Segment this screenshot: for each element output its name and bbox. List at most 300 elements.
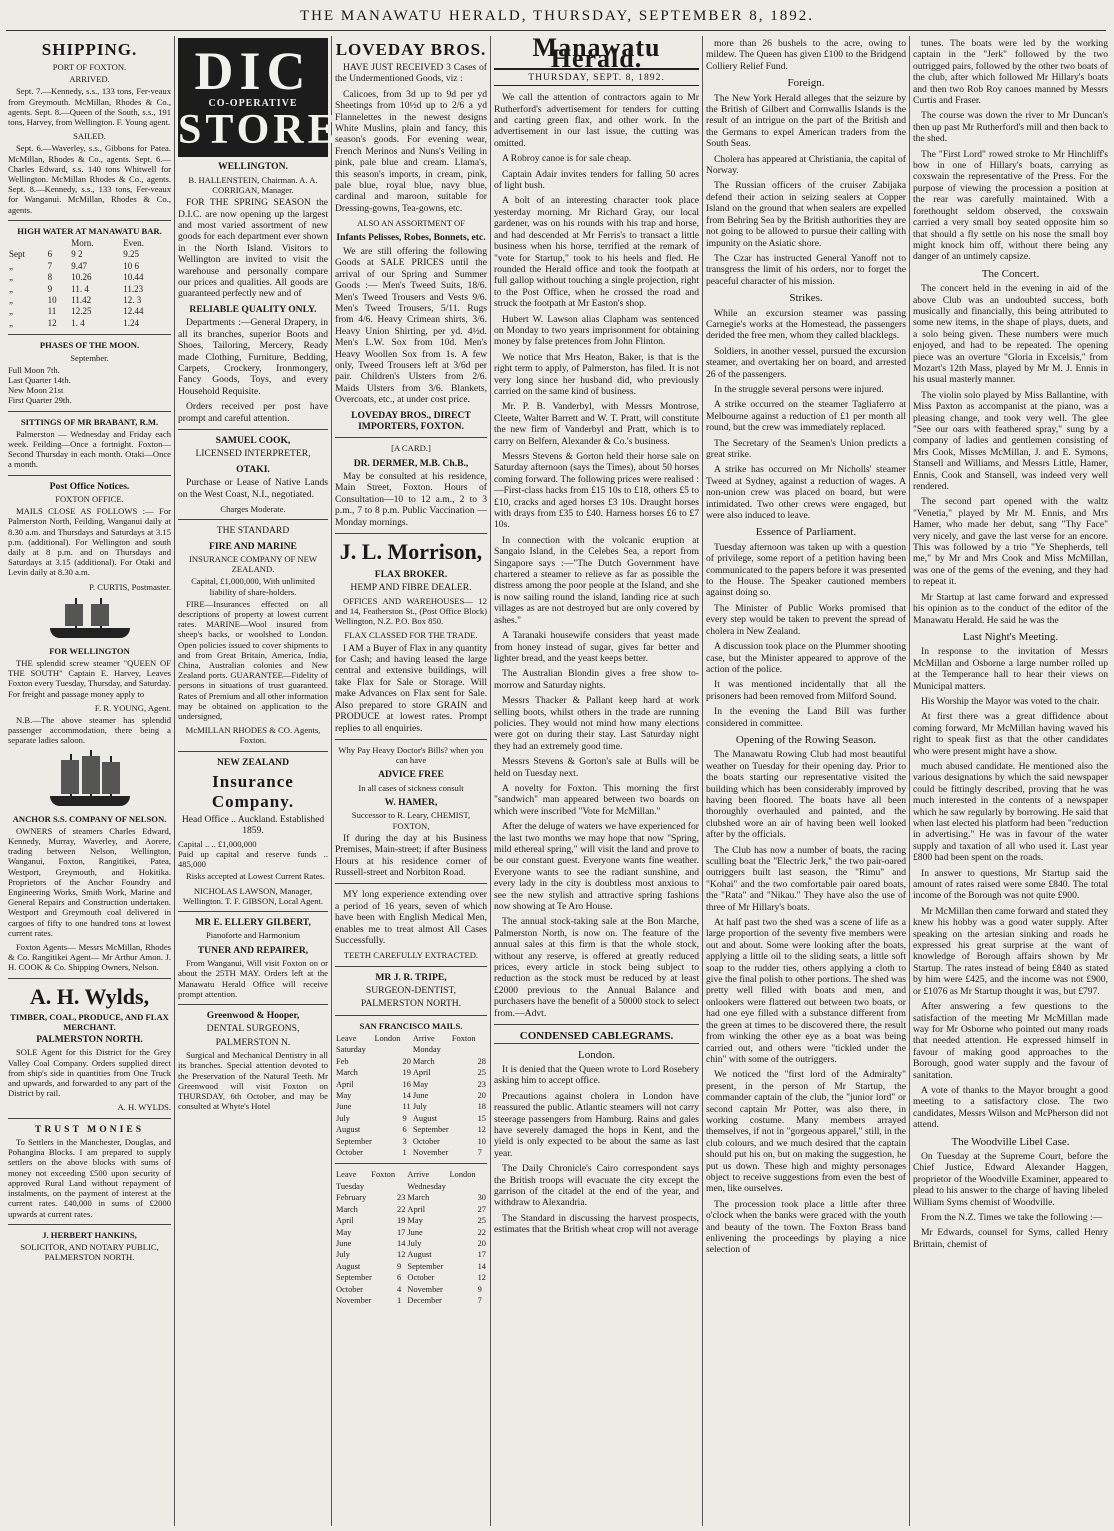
dic-logo-mid: CO-OPERATIVE bbox=[208, 98, 298, 109]
editorial-date: THURSDAY, SEPT. 8, 1892. bbox=[494, 68, 699, 86]
arrived-text: Sept. 7.—Kennedy, s.s., 133 tons, Fer-veaux from Greymouth. McMillan, Rhodes & Co., agents. Sept. 8.—Queen of the South, s.s., 191 tons, Harvey, from Wellington. F. Young agent. bbox=[8, 86, 171, 128]
table-row bbox=[335, 1295, 487, 1306]
table-row bbox=[335, 1272, 487, 1283]
table-cell: June bbox=[407, 1227, 423, 1237]
tripe-title: MR J. R. TRIPE, bbox=[375, 971, 447, 983]
news-paragraph: Hubert W. Lawson alias Clapham was sentenced on Monday to two years imprisonment for obtaining money by false pretences from John Flinton. bbox=[494, 313, 699, 348]
table-cell: 1. 4 bbox=[71, 317, 85, 328]
table-cell: August bbox=[407, 1250, 432, 1260]
table-cell: 25 bbox=[477, 1068, 486, 1078]
news-paragraph: The Manawatu Rowing Club had most beautiful weather on Tuesday for their opening day. Prior to the boats starting our representative visited the building which has been considerably improved by having been floored. The boats have all been thoroughly overhauled and painted, and the clubshed wore an air of having been well looked after by the officials. bbox=[706, 749, 906, 841]
table-row bbox=[335, 1136, 487, 1147]
news-paragraph: Cholera has appeared at Christiania, the capital of Norway. bbox=[706, 153, 906, 177]
table-cell: 6 bbox=[402, 1125, 407, 1135]
table-cell: „ bbox=[9, 260, 13, 271]
nz-insurance-paid: Paid up capital and reserve funds .. 485,000 bbox=[178, 849, 328, 870]
for-wellington-note: N.B.—The above steamer has splendid passenger accommodation, there being a separate ladies saloon. bbox=[8, 714, 171, 746]
dic-logo bbox=[178, 38, 367, 157]
table-cell: 20 bbox=[402, 1056, 411, 1066]
morrison-flax: FLAX CLASSED FOR THE TRADE. bbox=[344, 630, 478, 641]
news-paragraph: We call the attention of contractors again to Mr Rutherford's advertisement for tenders for cutting and carting green flax, and other work. In the advertisement in our last issue, the cutting was omitted. bbox=[494, 92, 699, 149]
cook-place: OTAKI. bbox=[236, 463, 270, 475]
gilbert-title: MR E. ELLERY GILBERT, bbox=[195, 917, 311, 929]
column-1 bbox=[8, 36, 171, 1526]
loveday-sign: LOVEDAY BROS., DIRECT IMPORTERS, FOXTON. bbox=[351, 409, 471, 432]
port-name: PORT OF FOXTON. bbox=[52, 62, 127, 72]
table-cell: May bbox=[336, 1091, 352, 1101]
table-cell: August bbox=[336, 1261, 361, 1271]
hamer-sub: Successor to R. Leary, CHEMIST, FOXTON, bbox=[351, 810, 471, 831]
greenwood-hooper-place: PALMERSTON N. bbox=[215, 1036, 291, 1048]
column-5 bbox=[706, 36, 906, 1526]
table-row bbox=[8, 284, 171, 295]
sf-mails-table-2 bbox=[335, 1169, 487, 1306]
table-cell: May bbox=[407, 1216, 423, 1226]
wylds-trades: TIMBER, COAL, PRODUCE, AND FLAX MERCHANT. bbox=[10, 1011, 169, 1032]
moon-month: September. bbox=[70, 352, 109, 363]
news-paragraph: The Czar has instructed General Yanoff not to transgress the limit of his orders, nor to forget the peaceful character of his mission. bbox=[706, 252, 906, 287]
news-paragraph: We notice that Mrs Heaton, Baker, is that is the right term to apply, of Palmerston, has filed. It is not very long since her husband did, who previously carried on the same kind of business. bbox=[494, 351, 699, 397]
table-cell: April bbox=[412, 1068, 431, 1078]
table-cell: March bbox=[336, 1068, 358, 1078]
gilbert-sub: Pianoforte and Harmonium bbox=[205, 930, 301, 941]
table-cell: August bbox=[336, 1125, 361, 1135]
table-cell: 30 bbox=[477, 1193, 486, 1203]
standard-text: FIRE—Insurances effected on all descriptions of property at lowest current rates. MARINE—Wool insured from sheep's backs, or woolshed to London. Open policies issued to cover shipments to and from Great Britain, America, India, China, Australian colonies and New Zealand ports. GUARANTEE—Fidelity of persons in situations of trust guaranteed. Rates of Premium and all other information may be obtained on application to the undersigned, bbox=[178, 598, 328, 722]
table-cell: March bbox=[412, 1056, 435, 1066]
hamer-text: If during the day at his Business Premises, Main-street; if after Business Hours at his residence corner of Russell-street and Norbiton Road. bbox=[335, 832, 487, 878]
table-cell: 9 bbox=[397, 1261, 402, 1271]
sailed-label: SAILED. bbox=[73, 131, 106, 142]
table-cell: 6 bbox=[47, 249, 53, 260]
news-paragraph: tunes. The boats were led by the working captain in the "Jerk" followed by the two outrigged pairs, followed by the other two boats of the club, after which followed Mr Hillary's boats and then two Rob Roy canoes manned by Messrs Curtis and Fraser. bbox=[913, 38, 1108, 107]
table-cell: 17 bbox=[397, 1227, 406, 1237]
morrison-text: OFFICES AND WAREHOUSES— 12 and 14, Featherston St., (Post Office Block) Wellington, N.Z. P.O. Box 850. bbox=[335, 595, 487, 627]
hamer-advice: ADVICE FREE bbox=[378, 769, 444, 781]
standard-sub: INSURANCE COMPANY OF NEW ZEALAND. bbox=[188, 553, 318, 575]
table-cell: 11. 4 bbox=[71, 283, 89, 294]
cook-charges: Charges Moderate. bbox=[220, 503, 286, 514]
table-cell: November bbox=[412, 1148, 449, 1158]
news-paragraph: Messrs Thacker & Pallant keep hard at work selling boots, whilst others in the trade are running policies. They would not mind how many elections were got on during their stay. Last Saturday night they had an extremely good time. bbox=[494, 695, 699, 752]
loveday-also: ALSO AN ASSORTMENT OF bbox=[357, 218, 465, 229]
anchor-text: OWNERS of steamers Charles Edward, Kennedy, Murray, Waverley, and Aorere, trading between Nelson, Wellington, Wanganui, Foxton, Rangitikei, Patea, Westport, Greymouth, and Hokitika. Proprietors of the Anchor Foundry and Engineering Works, Smith Work, Marine and General Repairs and Construction undertaken. Westport and Greymouth coal delivered in cargoes of fifty to one hundred tons at lowest current rates. bbox=[8, 825, 171, 938]
table-cell: 11.42 bbox=[71, 295, 92, 306]
greenwood-hooper-sub: DENTAL SURGEONS, bbox=[206, 1023, 300, 1035]
foreign-title: Foreign. bbox=[787, 77, 825, 90]
table-cell: 9 bbox=[477, 1284, 482, 1294]
hamer-cases: In all cases of sickness consult bbox=[358, 782, 464, 793]
dic-text: FOR THE SPRING SEASON the D.I.C. are now opening up the largest and most varied assortment of new goods for each department ever shown in the North Island. Visitors to Wellington are invited to visit the warehouse and personally compare our prices and qualities. All goods are guaranteed perfectly new and of bbox=[178, 197, 328, 300]
table-cell: 28 bbox=[477, 1056, 486, 1066]
loveday-infants: Infants Pelisses, Robes, Bonnets, etc. bbox=[336, 232, 486, 244]
news-paragraph: A bolt of an interesting character took place yesterday morning. Mr Richard Gray, our local gardener, was on his rounds with his trap and horse, and had descended at Mr Ferris's to transact a little business when his horse, terrified at the remark of "vote for Startup," took to his heels and fled. He rounded the Herald office and took the footpath at full gallop without touching a single projection, right to the Post Office, when he crossed the road and struck the footpath at Mr Easton's shop. bbox=[494, 195, 699, 310]
morrison-title: J. L. Morrison, bbox=[339, 539, 483, 565]
tripe-sub: SURGEON-DENTIST, bbox=[365, 985, 457, 996]
table-row bbox=[335, 1215, 487, 1226]
table-row bbox=[335, 1227, 487, 1238]
news-paragraph: The Club has now a number of boats, the racing sculling boat the "Electric Jerk," the two pair-oared outriggers built last season, the "Rimu" and "Kohai" and the two comfortable pair oared boats, the "Rata" and "Nikau." They have also the use of three of Mr Hillary's boats. bbox=[706, 844, 906, 913]
cablegrams-london: London. bbox=[578, 1048, 615, 1061]
news-paragraph: On Tuesday at the Supreme Court, before the Chief Justice, Edward Alexander Haggen, proprietor of the Woodville Examiner, appeared to plead to his answer to the charge of having libeled William Syms chemist of Woodville. bbox=[913, 1150, 1108, 1208]
editorial-title: Manawatu Herald. bbox=[532, 33, 661, 74]
table-cell: „ bbox=[9, 317, 13, 328]
table-header: Leave Foxton Tuesday bbox=[336, 1170, 396, 1191]
news-paragraph: From the N.Z. Times we take the following :— bbox=[921, 1212, 1103, 1223]
post-office-title: Post Office Notices. bbox=[49, 480, 130, 492]
table-row bbox=[335, 1079, 487, 1090]
table-cell: July bbox=[336, 1250, 350, 1260]
column-6 bbox=[913, 36, 1108, 1526]
meeting-title: Last Night's Meeting. bbox=[962, 630, 1059, 643]
dermer-title: DR. DERMER, M.B. Ch.B., bbox=[353, 457, 469, 469]
rm-title: SITTINGS OF MR BRABANT, R.M. bbox=[20, 416, 159, 427]
table-cell: October bbox=[412, 1136, 440, 1146]
card-label: [A CARD.] bbox=[391, 443, 431, 454]
loveday-text-2: We are still offering the following Goods at SALE PRICES until the arrival of our Spring and Summer Goods :— Men's Tweed Suits, 18/6. Men's Tweed Trousers and Vests 9/6. Men's Tweed Trousers, 5/11. Rugs from 4/6. Heavy Crimean shirts, 3/6. Heavy Union Shirting, per yd. 4½d. Men's L.W. Sox from 10d. Men's Heavy Woollen Sox from 1s. A few only, Tweed Trousers left at 3/6d per pair. Children's Ulsters from 2/6. Maids Ulsters from 3/6. Blankets, Overcoats, etc., at under cost price. bbox=[335, 245, 487, 406]
table-header bbox=[477, 1033, 487, 1056]
cook-text: Purchase or Lease of Native Lands on the West Coast, N.I., negotiated. bbox=[178, 477, 328, 500]
news-paragraph: A Robroy canoe is for sale cheap. bbox=[502, 153, 632, 165]
table-cell: April bbox=[336, 1216, 354, 1226]
table-cell: 11.23 bbox=[123, 283, 144, 294]
wylds-text: SOLE Agent for this District for the Grey Valley Coal Company. Orders supplied direct from ship's side in quantities from One Truck and upwards, and forwarded to any part of the District by rail. bbox=[8, 1047, 171, 1099]
nz-insurance-sign: NICHOLAS LAWSON, Manager, Wellington. T. F. GIBSON, Local Agent. bbox=[182, 885, 324, 906]
news-paragraph: A strike has occurred on Mr Nicholls' steamer Tweed at Sydney, against a reduction of wages. A non-union crew was placed on board, but were intimidated. Two other crews were engaged, but were also induced to leave. bbox=[706, 464, 906, 522]
news-paragraph: Mr McMillan then came forward and stated they knew his hobby was a good water supply. After speaking on the artesian sinking and roads he expressed his great surprise at the want of knowledge of Borough affairs shown by Mr Startup. The rates instead of being £840 as stated by him were £425, and the income was not £900, or £1076 as Mr Startup thought it was, but £797. bbox=[913, 905, 1108, 997]
news-paragraph: In response to the invitation of Messrs McMillan and Osborne a large number rolled up at the Temperance hall to hear their views on Municipal matters. bbox=[913, 646, 1108, 692]
news-paragraph: We noticed the "first lord of the Admiralty" present, in the person of Mr Startup, the commander captain of the club, the "junior lord" or second captain Mr Potter, was also there, in working costume. Many members arrayed themselves, if not in "gorgeous apparel," still, in the club colours, and we much desired that the captain should put his on, but on making the suggestion, he put us down. These high and mighty personages object to receive suggestions from even the best of men, like ourselves. bbox=[706, 1069, 906, 1195]
nz-insurance-title: NEW ZEALAND bbox=[216, 756, 290, 768]
standard-name: FIRE AND MARINE bbox=[209, 540, 297, 552]
table-cell: 16 bbox=[402, 1079, 411, 1089]
table-cell: 3 bbox=[402, 1136, 407, 1146]
table-header bbox=[47, 238, 71, 249]
dermer-text: May be consulted at his residence, Main Street, Foxton. Hours of Consultation—10 to 12 a.m., 2 to 3 p.m., 7 to 8 p.m. Public Vaccination — Monday mornings. bbox=[335, 471, 487, 528]
table-row bbox=[335, 1238, 487, 1249]
table-row bbox=[335, 1067, 487, 1078]
table-cell: August bbox=[412, 1113, 438, 1123]
table-cell: September bbox=[407, 1261, 444, 1271]
table-cell: 14 bbox=[397, 1238, 406, 1248]
table-row bbox=[8, 306, 171, 317]
masthead: THE MANAWATU HERALD, THURSDAY, SEPTEMBER 8, 1892. bbox=[299, 8, 815, 24]
news-paragraph: more than 26 bushels to the acre, owing to mildew. The Queen has given £100 to the Bridgend Colliery Relief Fund. bbox=[706, 38, 906, 72]
table-row bbox=[335, 1284, 487, 1295]
table-cell: October bbox=[407, 1273, 435, 1283]
table-row bbox=[335, 1249, 487, 1260]
news-paragraph: A Taranaki housewife considers that yeast made from honey instead of sugar, gives far better and lighter bread, and the yeast keeps better. bbox=[494, 630, 699, 664]
news-paragraph: The Russian officers of the cruiser Zabijaka defend their action in seizing sealers at Copper Island on the ground that when sealers are expelled from Behring Sea by the British authorities they are not going to be allowed to pursue their calling with impunity on the Asiatic shore. bbox=[706, 180, 906, 249]
ship-icon bbox=[45, 596, 135, 642]
table-row bbox=[8, 249, 171, 260]
table-cell: 12 bbox=[397, 1250, 406, 1260]
table-cell: 12.44 bbox=[123, 306, 144, 317]
table-header: Even. bbox=[123, 238, 144, 249]
table-cell: 10.44 bbox=[123, 272, 144, 283]
for-wellington-text: THE splendid screw steamer "QUEEN OF THE SOUTH" Captain E. Harvey, Leaves Foxton every Tuesday, Thursday, and Saturday. For freight and passage money apply to bbox=[8, 657, 171, 699]
wylds-title: A. H. Wylds, bbox=[29, 983, 150, 1009]
table-cell: February bbox=[336, 1193, 367, 1203]
table-header bbox=[8, 238, 47, 249]
news-paragraph: At first there was a great diffidence about coming forward, Mr McMillan having waved his right to speak first as that the other candidates who were present might have a show. bbox=[913, 711, 1108, 757]
news-paragraph: Mr Startup at last came forward and expressed his opinion as to the conduct of the editor of the Manawatu Herald. He said he was the bbox=[913, 591, 1108, 626]
table-header bbox=[477, 1169, 487, 1192]
table-row bbox=[335, 1192, 487, 1203]
table-cell: 7 bbox=[477, 1295, 482, 1305]
table-row bbox=[335, 1261, 487, 1272]
table-cell: April bbox=[407, 1204, 426, 1214]
news-paragraph: A novelty for Foxton. This morning the first "sandwich" man appeared between two boards on which were inscribed "Vote for McMillan." bbox=[494, 782, 699, 817]
table-cell: 1 bbox=[402, 1148, 407, 1158]
table-cell: October bbox=[336, 1148, 363, 1158]
news-paragraph: His Worship the Mayor was voted to the chair. bbox=[921, 695, 1100, 707]
nz-insurance-office: Head Office .. Auckland. Established 1859. bbox=[181, 814, 325, 837]
news-paragraph: The Daily Chronicle's Cairo correspondent says the British troops will evacuate the city except the garrison of the citadel at the end of the year, and withdraw to Alexandria. bbox=[494, 1163, 699, 1209]
table-row bbox=[8, 261, 171, 272]
tide-title: HIGH WATER AT MANAWATU BAR. bbox=[17, 225, 162, 236]
table-row bbox=[335, 1056, 487, 1067]
morrison-trade: HEMP AND FIBRE DEALER. bbox=[350, 582, 472, 594]
sf-mails-table-1 bbox=[335, 1033, 487, 1158]
news-paragraph: The Australian Blondin gives a free show to-morrow and Saturday nights. bbox=[494, 668, 699, 691]
dic-logo-top: DIC bbox=[194, 41, 312, 101]
table-cell: 17 bbox=[477, 1250, 486, 1260]
table-cell: 10 bbox=[47, 295, 57, 306]
table-cell: March bbox=[407, 1193, 430, 1203]
table-cell: March bbox=[336, 1204, 358, 1214]
wylds-sign: A. H. WYLDS. bbox=[117, 1102, 171, 1113]
news-paragraph: The Standard in discussing the harvest prospects, estimates that the British wheat crop will not average bbox=[494, 1212, 699, 1236]
arrived-label: ARRIVED. bbox=[69, 74, 110, 85]
table-header: Morn. bbox=[71, 238, 94, 249]
table-header bbox=[402, 1033, 412, 1056]
table-row bbox=[8, 318, 171, 329]
news-paragraph: The New York Herald alleges that the seizure by the British of Gilbert and Cornwallis Islands is the result of an intrigue on the part of the British and the Germans to expel American traders from the South Seas. bbox=[706, 92, 906, 150]
tripe-place: PALMERSTON NORTH. bbox=[360, 998, 462, 1010]
table-cell: November bbox=[336, 1295, 372, 1305]
hankins-sub: SOLICITOR, AND NOTARY PUBLIC, PALMERSTON NORTH. bbox=[20, 1241, 159, 1263]
table-cell: June bbox=[412, 1091, 429, 1101]
table-cell: 7 bbox=[477, 1148, 482, 1158]
table-cell: 14 bbox=[402, 1091, 411, 1101]
table-row bbox=[335, 1101, 487, 1112]
table-cell: 6 bbox=[397, 1273, 402, 1283]
moon-line: New Moon 21st bbox=[8, 385, 64, 396]
table-row bbox=[335, 1204, 487, 1215]
table-cell: 7 bbox=[47, 260, 53, 271]
table-cell: 9.47 bbox=[71, 260, 87, 271]
parliament-title: Essence of Parliament. bbox=[755, 526, 857, 539]
table-cell: 14 bbox=[477, 1261, 486, 1271]
table-cell: 19 bbox=[397, 1216, 406, 1226]
column-divider bbox=[331, 36, 332, 1526]
table-cell: 23 bbox=[477, 1079, 486, 1089]
table-cell: 1.24 bbox=[123, 317, 139, 328]
dic-city: WELLINGTON. bbox=[218, 161, 288, 173]
table-row bbox=[335, 1033, 487, 1056]
table-cell: 23 bbox=[397, 1193, 406, 1203]
column-divider bbox=[909, 36, 910, 1526]
table-cell: June bbox=[336, 1102, 352, 1112]
dic-officers: B. HALLENSTEIN, Chairman. A. A. CORRIGAN, Manager. bbox=[188, 174, 318, 196]
masthead-rule bbox=[6, 30, 1106, 31]
anchor-agents: Foxton Agents— Messrs McMillan, Rhodes & Co. Rangitikei Agent— Mr Arthur Amon. J. H. COOK & Co. Shipping Owners, Nelson. bbox=[8, 942, 171, 973]
cablegrams-title: CONDENSED CABLEGRAMS. bbox=[494, 1031, 699, 1043]
teeth-caption: TEETH CAREFULLY EXTRACTED. bbox=[343, 950, 479, 961]
concert-title: The Concert. bbox=[981, 267, 1040, 280]
table-cell: 11 bbox=[47, 306, 57, 317]
news-paragraph: The procession took place a little after three o'clock when the banks were graced with the youth and beauty of the town. The Foxton Brass band enlivening the proceedings by playing a nice selection of bbox=[706, 1198, 906, 1256]
table-cell: July bbox=[412, 1102, 427, 1112]
table-cell: 12 bbox=[47, 317, 57, 328]
news-paragraph: The violin solo played by Miss Ballantine, with Miss Paxton as accompanist at the piano, was a pleasing change, and took very well. The glee "See our oars with feathered spray," sung by a company of ladies and gentlemen consisting of Mrs Cook, Misses McMillan, J. and E. Symons, Stansell and Williams, and Messrs Little, Hamer, Ennis, Cook and Stansell, was indeed very well rendered. bbox=[913, 389, 1108, 493]
cook-title: SAMUEL COOK, bbox=[215, 434, 291, 446]
news-paragraph: After the deluge of waters we have experienced for the last two months we may hope that now "Spring, mild ethereal spring," will visit the land and prove to be our constant guest. Everyone wants fine weather. Everyone wants to see the radiant sunshine, and every lady in the city is doubtless most anxious to see the new stylish and attractive spring fashions now showing at Te Aro House. bbox=[494, 821, 699, 913]
ship-icon bbox=[45, 750, 135, 810]
table-cell: 18 bbox=[477, 1102, 486, 1112]
table-cell: „ bbox=[9, 272, 13, 283]
table-cell: September bbox=[412, 1125, 449, 1135]
table-cell: 9.25 bbox=[123, 249, 139, 260]
table-row bbox=[335, 1090, 487, 1101]
news-paragraph: The concert held in the evening in aid of the above Club was an undoubted success, both musically and financially, this being attributed to some new items, in the shape of plays, duets, and a solo being given. These numbers were much enjoyed, and had to be repeated. The opening piece was an overture "Gloria in Excelsis," from Mozart's 12th Mass, played by Mr M. J. Ennis in his usual masterly manner. bbox=[913, 283, 1108, 386]
dic-quality: RELIABLE QUALITY ONLY. bbox=[189, 303, 317, 315]
table-cell: 20 bbox=[477, 1091, 486, 1101]
table-cell: 9 bbox=[402, 1113, 407, 1123]
table-cell: „ bbox=[9, 283, 13, 294]
table-cell: 12.25 bbox=[71, 306, 92, 317]
moon-line: Full Moon 7th. bbox=[8, 364, 60, 375]
dic-logo-bottom: STORES bbox=[178, 107, 367, 154]
news-paragraph: Precautions against cholera in London have reassured the public. Atlantic steamers will not carry steerage passengers from Hamburg. Rains and gales have severely damaged the hops in Kent, and the yield is only expected to be about the same as last year. bbox=[494, 1090, 699, 1159]
table-cell: 9 bbox=[47, 283, 53, 294]
for-wellington-sign: F. R. YOUNG, Agent. bbox=[94, 702, 171, 713]
sf-mails-title: SAN FRANCISCO MAILS. bbox=[359, 1020, 463, 1031]
table-cell: 4 bbox=[397, 1284, 402, 1294]
news-paragraph: The course was down the river to Mr Duncan's then up past Mr Rutherford's mill and then back to the shed. bbox=[913, 110, 1108, 145]
dic-orders: Orders received per post have prompt and careful attention. bbox=[178, 401, 328, 424]
table-cell: „ bbox=[9, 306, 13, 317]
table-cell: 22 bbox=[397, 1204, 406, 1214]
table-header: Leave London Saturday bbox=[336, 1034, 401, 1055]
news-paragraph: A strike occurred on the steamer Tagliaferro at Melbourne against a reduction of £1 per month all round, but the crew was immediately replaced. bbox=[706, 399, 906, 434]
column-4 bbox=[494, 33, 699, 1526]
moon-line: Last Quarter 14th. bbox=[8, 374, 71, 385]
nz-insurance-capital: Capital .. .. £1,000,000 bbox=[178, 838, 257, 849]
hankins-title: J. HERBERT HANKINS, bbox=[42, 1229, 137, 1240]
gilbert-trade: TUNER AND REPAIRER, bbox=[197, 944, 309, 956]
standard-title: THE STANDARD bbox=[216, 525, 290, 537]
table-cell: July bbox=[336, 1113, 350, 1123]
table-cell: 22 bbox=[477, 1227, 486, 1237]
table-cell: 25 bbox=[477, 1216, 486, 1226]
news-paragraph: Soldiers, in another vessel, pursued the excursion steamer, and overtaking her on board, and arrested 26 of the passengers. bbox=[706, 345, 906, 380]
loveday-text: Calicoes, from 3d up to 9d per yd Sheetings from 10½d up to 2/6 a yd Flannelettes in the newest designs White Muslins, plain and fancy, this season's goods. For evening wear, French Merinos and Nuns's Veiling in pink, pale blue and cream. Llama's, this season's imports, in cream, pink, pale blue, royal blue, navy blue, cardinal and maroon, suitable for Dressing-gowns, Tea-gowns, etc. bbox=[335, 88, 487, 214]
trust-title: TRUST MONIES bbox=[34, 1123, 145, 1135]
wylds-place: PALMERSTON NORTH. bbox=[36, 1034, 143, 1046]
table-cell: April bbox=[336, 1079, 354, 1089]
shipping-title: SHIPPING. bbox=[41, 40, 138, 59]
table-cell: May bbox=[336, 1227, 352, 1237]
table-row bbox=[335, 1147, 487, 1158]
table-cell: 12 bbox=[477, 1125, 486, 1135]
morrison-sub: FLAX BROKER. bbox=[374, 569, 448, 581]
table-cell: 15 bbox=[477, 1113, 486, 1123]
table-row bbox=[335, 1169, 487, 1192]
greenwood-hooper-title: Greenwood & Hooper, bbox=[206, 1009, 300, 1021]
table-cell: 10 bbox=[477, 1136, 486, 1146]
news-paragraph: A vote of thanks to the Mayor brought a good meeting to a satisfactory close. The two candidates, Messrs Wilson and McPherson did not attend. bbox=[913, 1084, 1108, 1131]
post-office-sub: FOXTON OFFICE. bbox=[55, 493, 124, 504]
standard-capital: Capital, £1,000,000, With unlimited liability of share-holders. bbox=[191, 576, 315, 597]
table-header: Arrive Foxton Monday bbox=[412, 1034, 476, 1055]
column-divider bbox=[490, 36, 491, 1526]
news-paragraph: In the evening the Land Bill was further considered in committee. bbox=[706, 706, 906, 729]
column-3 bbox=[335, 36, 487, 1526]
news-paragraph: In connection with the volcanic eruption at Sangaio Island, in the Celebes Sea, a report from Singapore says :—"The Dutch Government have chartered a steamer to relieve as far as possible the distress among the poor people at the Island, and she is now sailing round the island, landing rice at such villages as are not destroyed but are only covered by ashes." bbox=[494, 534, 699, 626]
standard-sign: McMILLAN RHODES & CO. Agents, Foxton. bbox=[185, 725, 321, 746]
table-cell: November bbox=[407, 1284, 443, 1294]
sailed-text: Sept. 6.—Waverley, s.s., Gibbons for Patea. McMillan, Rhodes & Co., agents. Sept. 6.—Charles Edward, s.s. 140 tons Whitwell for Wellington. McMillan Rhodes & Co., agents. Sept. 8.—Kennedy, s.s., 133 tons, Fer-veaux for Wanganui. McMillan, Rhodes & Co., agents. bbox=[8, 143, 171, 215]
table-cell: 20 bbox=[477, 1238, 486, 1248]
news-paragraph: Mr Edwards, counsel for Syms, called Henry Brittain, chemist of bbox=[913, 1227, 1108, 1250]
rowing-title: Opening of the Rowing Season. bbox=[735, 733, 877, 746]
table-cell: October bbox=[336, 1284, 363, 1294]
post-office-sign: P. CURTIS, Postmaster. bbox=[89, 581, 171, 592]
moon-title: PHASES OF THE MOON. bbox=[39, 340, 140, 351]
tide-table bbox=[8, 238, 171, 329]
table-cell: June bbox=[336, 1238, 352, 1248]
news-paragraph: The Secretary of the Seamen's Union predicts a great strike. bbox=[706, 437, 906, 460]
news-paragraph: At half past two the shed was a scene of life as a large proportion of the seventy five members were out and about. Some were looking after the boats, applying a little oil to the sliding seats, a little soft soap to the rudder ties, others applying a cloth to give the final polish to other portions. The shed was pretty well filled with boats and men, and onlookers were flattered out between two boats, or had one eye filled with a substance different from the green at times to be discovered there, the result from winking the other eye as a boat was being carried out, and others were "tickled under the chin" with some of the outriggers. bbox=[706, 917, 906, 1065]
news-paragraph: much abused candidate. He mentioned also the various designations by which the said newspaper could be fittingly described, proving that he was much interested in the contents of a newspaper which he saw regularly by borrowing. He said that when last elected his platform had been "reduction in advertising." He was in favour of the water supply and taxation of all who used it. Last year £800 had been spent on the roads. bbox=[913, 760, 1108, 864]
table-cell: 12 bbox=[477, 1273, 486, 1283]
news-paragraph: Messrs Stevens & Gorton's sale at Bulls will be held on Tuesday next. bbox=[494, 756, 699, 779]
news-paragraph: The Minister of Public Works promised that every step would be taken to prevent the spread of cholera in New Zealand. bbox=[706, 602, 906, 637]
dic-departments: Departments :—General Drapery, in all its branches, superior Boots and Shoes, Tailoring, Mercery, Ready made Clothing, Furniture, Bedding, Carpets, Crockery, Ironmongery, Fancy Goods, Toys, and every Household Requisite. bbox=[178, 317, 328, 397]
news-paragraph: Mr. P. B. Vanderbyl, with Messrs Montrose, Cleete, Walter Barrett and W. T. Pratt, will constitute the new firm of Vanderbyl and Pratt, which is to carry on Belfern, Alexander & Co.'s business. bbox=[494, 401, 699, 447]
table-row bbox=[8, 295, 171, 306]
trust-text: To Settlers in the Manchester, Douglas, and Pohangina Blocks. I am prepared to supply settlers on the above blocks with sums of money not exceeding £500 upon security of approved Rural Land without repayment of instalments, on the payment of interest at the current rates. £40,000 in sums of £2000 upwards at current rates. bbox=[8, 1137, 171, 1219]
news-paragraph: A discussion took place on the Plummer shooting case, but the Minister appeared to approve of the action of the police. bbox=[706, 641, 906, 675]
rm-text: Palmerston — Wednesday and Friday each week. Feilding—Once a fortnight. Foxton—Second Thursday in each month. Otaki—Once a month. bbox=[8, 428, 171, 470]
table-cell: 9 2 bbox=[71, 249, 83, 260]
news-paragraph: In the struggle several persons were injured. bbox=[714, 383, 884, 395]
table-cell: Sept bbox=[9, 249, 26, 260]
hamer-title: W. HAMER, bbox=[384, 796, 438, 808]
cook-sub: LICENSED INTERPRETER, bbox=[195, 448, 311, 460]
table-cell: 19 bbox=[402, 1068, 411, 1078]
table-cell: September bbox=[336, 1273, 372, 1283]
greenwood-hooper-text: Surgical and Mechanical Dentistry in all its branches. Special attention devoted to the Preservation of the Natural Teeth. Mr Greenwood will visit Foxton on THURSDAY, 6th October, and may be consulted at Whyte's Hotel bbox=[178, 1050, 328, 1112]
table-row bbox=[8, 238, 171, 249]
news-paragraph: It was mentioned incidentally that all the prisoners had been removed from Milford Sound. bbox=[706, 679, 906, 702]
news-paragraph: The annual stock-taking sale at the Bon Marche, Palmerston North, is now on. The feature of the annual sales at this firm is that the whole stock, without any reserve, is offered at greatly reduced prices, every article in stock being subject to reduction as the stock must be reduced by at least £2000 previous to the Annual Balance and purchasers have the benefit of a 50000 stock to select from.—Advt. bbox=[494, 916, 699, 1019]
table-header: Arrive London Wednesday bbox=[407, 1170, 476, 1191]
table-cell: 11 bbox=[402, 1102, 411, 1112]
column-divider bbox=[702, 36, 703, 1526]
table-row bbox=[335, 1113, 487, 1124]
news-paragraph: Messrs Stevens & Gorton held their horse sale on Saturday afternoon (says the Times), about 50 horses coming forward. The following prices were realised :—First-class hacks from £15 10s to £18, others £5 to £10, cracks and aged horses £3 10s. Draught horses with drays from £35 to £40. Harness horses £6 to £7 10s. bbox=[494, 451, 699, 531]
table-cell: 10.26 bbox=[71, 272, 92, 283]
libel-title: The Woodville Libel Case. bbox=[951, 1135, 1070, 1148]
table-cell: July bbox=[407, 1238, 422, 1248]
table-cell: 27 bbox=[477, 1204, 486, 1214]
strikes-title: Strikes. bbox=[789, 292, 823, 305]
table-row bbox=[335, 1124, 487, 1135]
loveday-intro: HAVE JUST RECEIVED 3 Cases of the Undermentioned Goods, viz : bbox=[335, 62, 487, 85]
